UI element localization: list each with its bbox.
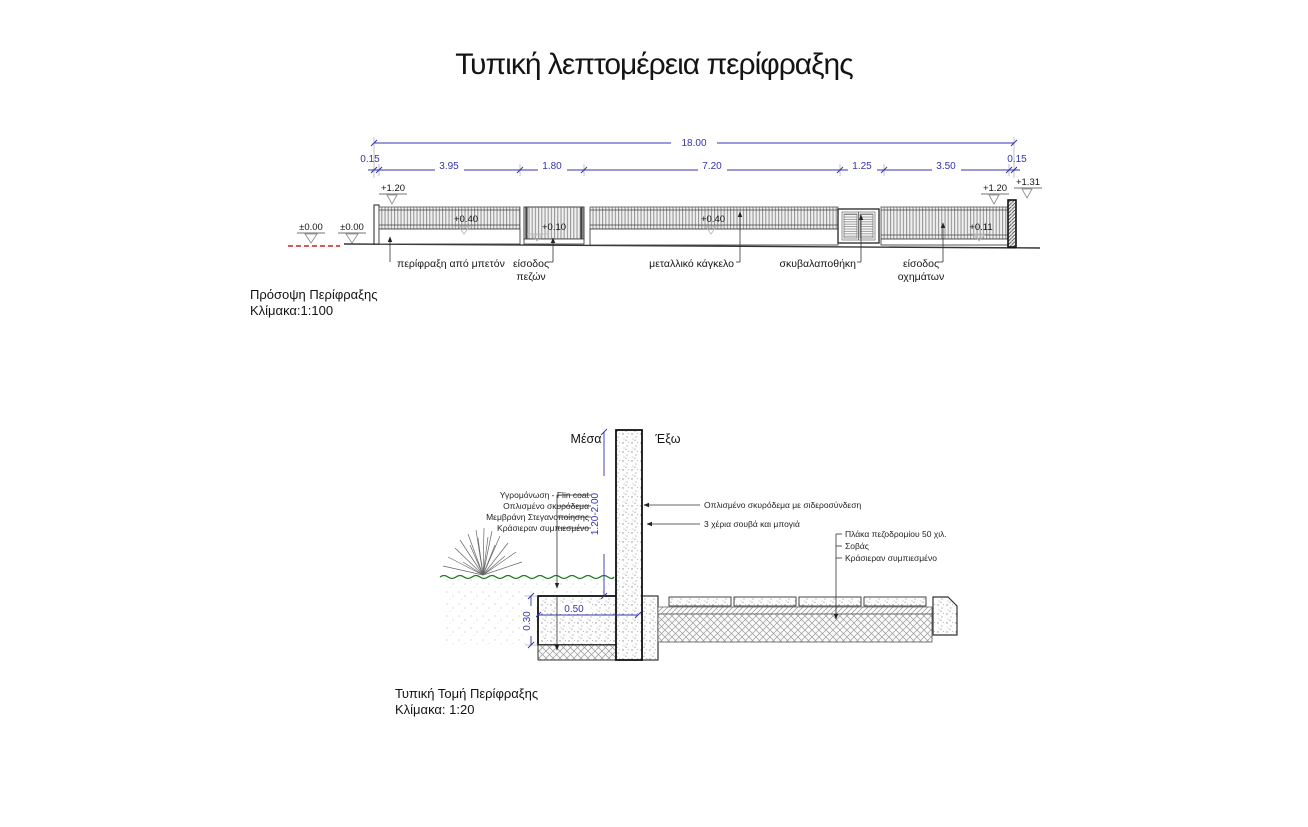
pavement-slab [864, 597, 926, 606]
dim-seg-left-end: 0.15 [360, 154, 380, 165]
pavement-slab [799, 597, 861, 606]
concrete-base-b [590, 229, 838, 245]
dim-seg2: 1.80 [542, 161, 562, 172]
mortar-bed-layer [658, 607, 932, 614]
section-view-title [395, 686, 538, 717]
concrete-base-c [881, 239, 1008, 245]
callout-garbage-store: σκυβαλαποθήκη [779, 258, 856, 270]
callout-membrane: Μεμβράνη Στεγανοποίησης [486, 512, 589, 522]
callout-waterproofing: Υγρομόνωση - Flin coat [499, 490, 589, 500]
dim-wall-height: 1.20-2.00 [590, 492, 601, 536]
level-rail-c: +0.11 [969, 222, 993, 233]
section-title: Τυπική Τομή Περίφραξης [395, 686, 539, 701]
dim-footing-depth: 0.30 [522, 611, 533, 631]
elevation-fence [344, 200, 1040, 248]
dim-seg4: 1.25 [852, 161, 872, 172]
elevation-dimensions [360, 137, 1027, 178]
level-datum-a: ±0.00 [299, 222, 323, 233]
dim-seg-right-end: 0.15 [1007, 154, 1027, 165]
elevation-title: Πρόσοψη Περίφραξης [250, 287, 378, 302]
concrete-base-entry [524, 239, 584, 244]
level-col-top: +1.31 [1015, 177, 1041, 188]
edge-block [642, 596, 658, 660]
level-rail-a: +0.40 [453, 214, 479, 225]
fence-wall [616, 430, 642, 660]
door-leaf-left [844, 214, 857, 238]
elevation-scale: Κλίμακα:1:100 [250, 303, 334, 318]
garbage-store-door [838, 209, 879, 243]
end-column [1008, 200, 1016, 247]
callout-ped-entrance-2: πεζών [516, 271, 546, 283]
level-entry: +0.10 [541, 222, 567, 233]
door-leaf-right [860, 214, 873, 238]
left-post [374, 205, 379, 244]
callout-metal-railing: μεταλλικό κάγκελο [649, 258, 734, 270]
callout-reinforced-concrete: Οπλισμένο σκυρόδεμα [503, 501, 589, 511]
callout-mortar: Σοβάς [845, 541, 869, 551]
pavement-slab [734, 597, 796, 606]
dim-total: 18.00 [681, 138, 707, 149]
crusher-run-layer [658, 614, 932, 642]
label-outside: Έξω [655, 432, 681, 446]
section-scale: Κλίμακα: 1:20 [395, 702, 475, 717]
dim-seg3: 7.20 [702, 161, 722, 172]
level-rail-b: +0.40 [700, 214, 726, 225]
page-title: Τυπική λεπτομέρεια περίφραξης [455, 48, 853, 81]
elevation-view-title [250, 287, 378, 318]
callout-veh-entrance-1: είσοδος [902, 258, 940, 270]
callout-concrete-fence: περίφραξη από μπετόν [397, 258, 505, 270]
callout-pavement-slab: Πλάκα πεζοδρομίου 50 χιλ. [845, 529, 947, 539]
callout-crusher-run-left: Κράσιεραν συμπιεσμένο [497, 523, 589, 533]
concrete-base-a [379, 229, 520, 244]
callout-wall-concrete: Οπλισμένο σκυρόδεμα με σιδεροσύνδεση [704, 500, 862, 510]
dim-seg5: 3.50 [936, 161, 956, 172]
plant [443, 528, 522, 575]
level-right-top: +1.20 [982, 183, 1008, 194]
level-datum-b: ±0.00 [340, 222, 364, 233]
dim-footing-width: 0.50 [564, 604, 584, 615]
pavement-slab [669, 597, 731, 606]
level-left-top: +1.20 [380, 183, 406, 194]
callout-ped-entrance-1: είσοδος [512, 258, 550, 270]
label-inside: Μέσα [570, 432, 602, 446]
curb [933, 597, 957, 635]
callout-plaster-paint: 3 χέρια σουβά και μπογιά [704, 519, 800, 529]
callout-crusher-run-right: Κράσιεραν συμπιεσμένο [845, 553, 937, 563]
callout-veh-entrance-2: οχημάτων [897, 271, 945, 283]
dim-seg1: 3.95 [439, 161, 459, 172]
